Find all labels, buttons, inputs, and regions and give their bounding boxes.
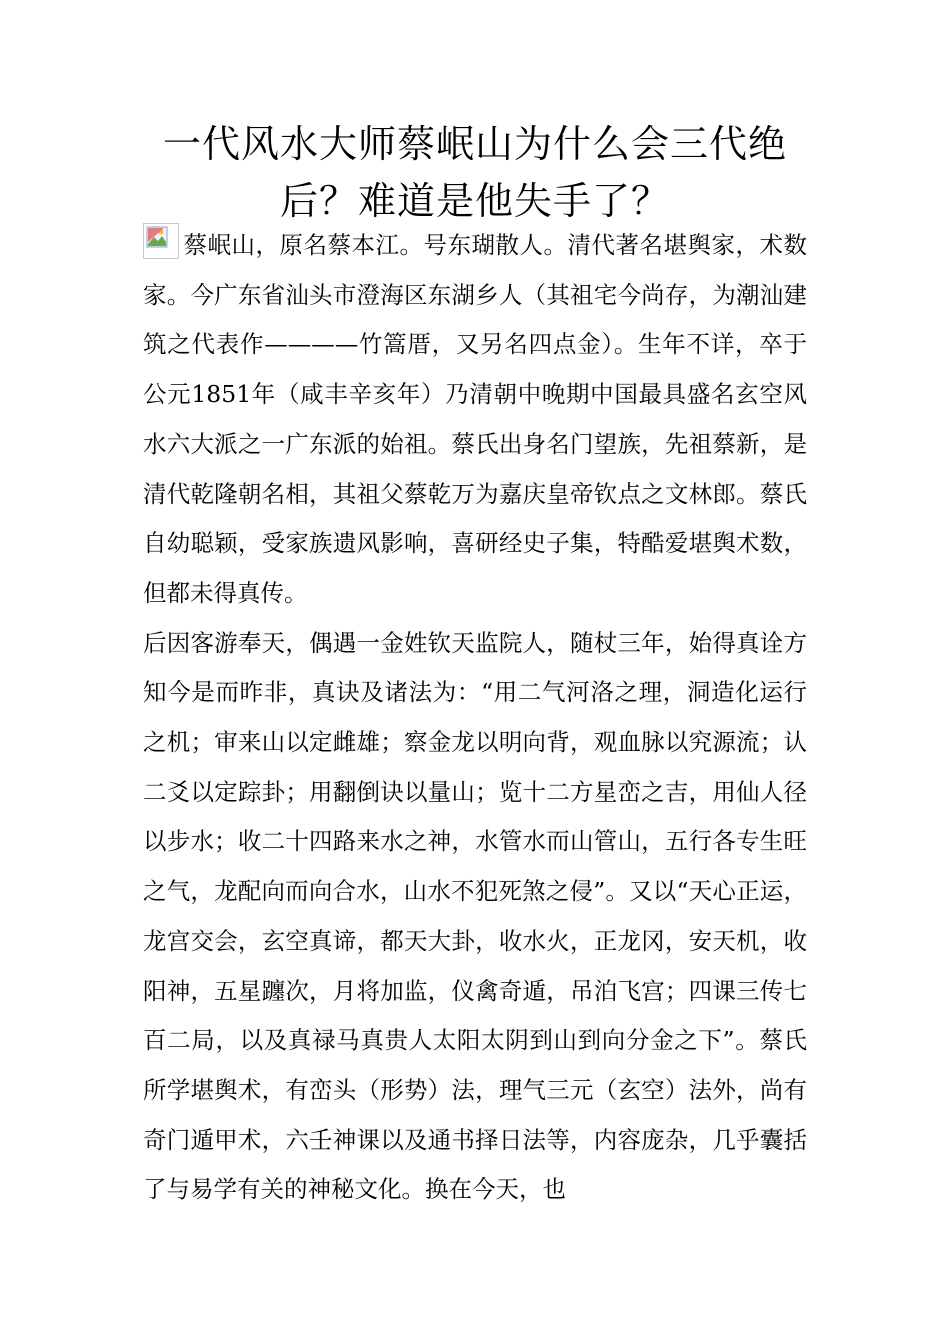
document-body	[143, 221, 807, 1215]
paragraph-1-text: 蔡岷山，原名蔡本江。号东瑚散人。清代著名堪舆家，术数家。今广东省汕头市澄海区东湖乡人（其祖宅今尚存，为潮汕建筑之代表作————竹篙厝，又另名四点金）。生年不详，卒于公元1851年（咸丰辛亥年）乃清朝中晚期中国最具盛名玄空风水六大派之一广东派的始祖。蔡氏出身名门望族，先祖蔡新，是清代乾隆朝名相，其祖父蔡乾万为嘉庆皇帝钦点之文林郎。蔡氏自幼聪颖，受家族遗风影响，喜研经史子集，特酷爱堪舆术数，但都未得真传。	[143, 231, 807, 607]
paragraph-1	[143, 221, 807, 619]
paragraph-2: 后因客游奉天，偶遇一金姓钦天监院人，随杖三年，始得真诠方知今是而昨非，真诀及诸法为：“用二气河洛之理，洞造化运行之机；审来山以定雌雄；察金龙以明向背，观血脉以究源流；认二爻以定踪卦；用翻倒诀以量山；览十二方星峦之吉，用仙人径以步水；收二十四路来水之神，水管水而山管山，五行各专生旺之气，龙配向而向合水，山水不犯死煞之侵”。又以“天心正运，龙宫交会，玄空真谛，都天大卦，收水火，正龙冈，安天机，收阳神，五星躔次，月将加监，仪禽奇遁，吊泊飞宫；四课三传七百二局，以及真禄马真贵人太阳太阴到山到向分金之下”。蔡氏所学堪舆术，有峦头（形势）法，理气三元（玄空）法外，尚有奇门遁甲术，六壬神课以及通书择日法等，内容庞杂，几乎囊括了与易学有关的神秘文化。换在今天，也	[143, 628, 807, 1204]
broken-image-icon	[143, 223, 179, 259]
broken-image-glyph	[146, 226, 176, 256]
document-title: 一代风水大师蔡岷山为什么会三代绝后？难道是他失手了？	[162, 122, 787, 223]
